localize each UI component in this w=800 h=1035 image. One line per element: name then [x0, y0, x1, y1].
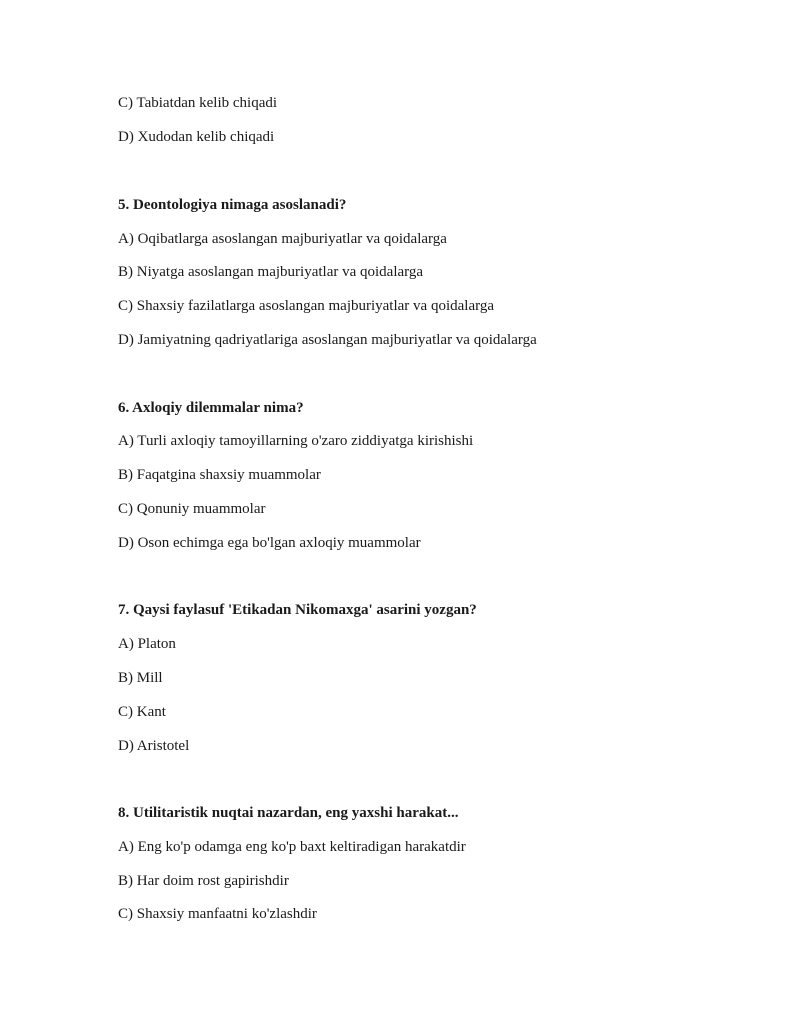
- answer-option: C) Tabiatdan kelib chiqadi: [118, 95, 278, 111]
- answer-option: C) Shaxsiy fazilatlarga asoslangan majburiyatlar va qoidalarga: [118, 298, 494, 314]
- answer-option: C) Shaxsiy manfaatni ko'zlashdir: [118, 906, 317, 922]
- answer-option: A) Eng ko'p odamga eng ko'p baxt keltiradigan harakatdir: [118, 839, 466, 855]
- answer-option: D) Jamiyatning qadriyatlariga asoslangan majburiyatlar va qoidalarga: [118, 332, 537, 348]
- answer-option: B) Faqatgina shaxsiy muammolar: [118, 467, 321, 483]
- question-6-heading: 6. Axloqiy dilemmalar nima?: [118, 400, 304, 416]
- answer-option: D) Xudodan kelib chiqadi: [118, 129, 275, 145]
- question-7-heading: 7. Qaysi faylasuf 'Etikadan Nikomaxga' asarini yozgan?: [118, 602, 477, 618]
- answer-option: B) Mill: [118, 670, 163, 686]
- answer-option: A) Oqibatlarga asoslangan majburiyatlar va qoidalarga: [118, 231, 447, 247]
- answer-option: C) Kant: [118, 704, 166, 720]
- answer-option: D) Aristotel: [118, 738, 190, 754]
- answer-option: D) Oson echimga ega bo'lgan axloqiy muammolar: [118, 535, 421, 551]
- answer-option: B) Niyatga asoslangan majburiyatlar va qoidalarga: [118, 264, 424, 280]
- question-8-heading: 8. Utilitaristik nuqtai nazardan, eng yaxshi harakat...: [118, 805, 459, 821]
- answer-option: A) Platon: [118, 636, 176, 652]
- answer-option: A) Turli axloqiy tamoyillarning o'zaro ziddiyatga kirishishi: [118, 433, 474, 449]
- answer-option: B) Har doim rost gapirishdir: [118, 873, 289, 889]
- answer-option: C) Qonuniy muammolar: [118, 501, 266, 517]
- question-5-heading: 5. Deontologiya nimaga asoslanadi?: [118, 197, 347, 213]
